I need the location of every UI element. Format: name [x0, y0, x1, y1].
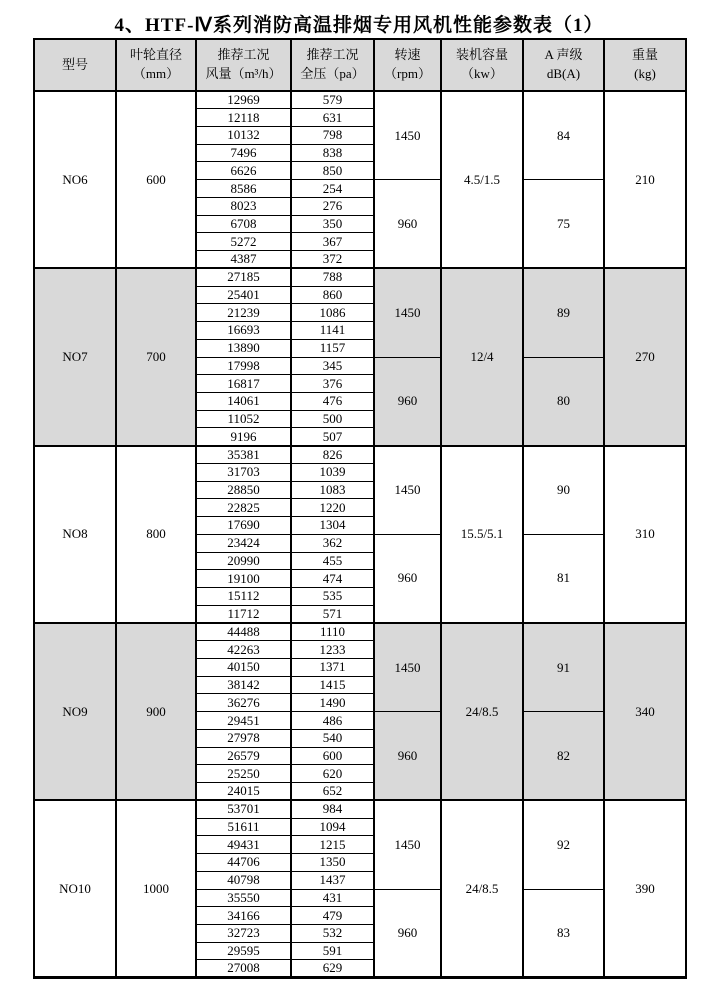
table-row: [34, 446, 686, 464]
speed-cell: 1450: [374, 623, 441, 712]
header-capacity: 装机容量 （kw）: [441, 39, 523, 91]
speed-cell: 960: [374, 357, 441, 446]
diameter-cell: 700: [116, 268, 196, 445]
pressure-cell: 984: [291, 800, 374, 818]
flow-cell: 32723: [196, 925, 291, 943]
flow-cell: 42263: [196, 641, 291, 659]
table-row: [34, 800, 686, 818]
model-cell: NO10: [34, 800, 116, 978]
fan-performance-table: [33, 38, 687, 979]
noise-cell: 89: [523, 268, 604, 357]
pressure-cell: 1490: [291, 694, 374, 712]
flow-cell: 38142: [196, 676, 291, 694]
pressure-cell: 254: [291, 180, 374, 198]
flow-cell: 28850: [196, 481, 291, 499]
table-row: [34, 623, 686, 641]
flow-cell: 31703: [196, 463, 291, 481]
pressure-cell: 474: [291, 570, 374, 588]
flow-cell: 6626: [196, 162, 291, 180]
pressure-cell: 1220: [291, 499, 374, 517]
pressure-cell: 798: [291, 126, 374, 144]
weight-cell: 340: [604, 623, 686, 800]
pressure-cell: 507: [291, 428, 374, 446]
model-cell: NO8: [34, 446, 116, 623]
pressure-cell: 486: [291, 712, 374, 730]
flow-cell: 4387: [196, 251, 291, 269]
pressure-cell: 1141: [291, 322, 374, 340]
flow-cell: 21239: [196, 304, 291, 322]
flow-cell: 16817: [196, 375, 291, 393]
pressure-cell: 1094: [291, 818, 374, 836]
speed-cell: 960: [374, 712, 441, 801]
noise-cell: 91: [523, 623, 604, 712]
pressure-cell: 1437: [291, 871, 374, 889]
pressure-cell: 455: [291, 552, 374, 570]
diameter-cell: 600: [116, 91, 196, 268]
pressure-cell: 826: [291, 446, 374, 464]
flow-cell: 20990: [196, 552, 291, 570]
pressure-cell: 479: [291, 907, 374, 925]
weight-cell: 390: [604, 800, 686, 978]
flow-cell: 40798: [196, 871, 291, 889]
weight-cell: 310: [604, 446, 686, 623]
flow-cell: 26579: [196, 747, 291, 765]
capacity-cell: 4.5/1.5: [441, 91, 523, 268]
flow-cell: 12118: [196, 109, 291, 127]
pressure-cell: 600: [291, 747, 374, 765]
pressure-cell: 372: [291, 251, 374, 269]
header-flow: 推荐工况 风量（m³/h）: [196, 39, 291, 91]
capacity-cell: 12/4: [441, 268, 523, 445]
diameter-cell: 800: [116, 446, 196, 623]
pressure-cell: 350: [291, 215, 374, 233]
flow-cell: 19100: [196, 570, 291, 588]
speed-cell: 1450: [374, 446, 441, 535]
pressure-cell: 1157: [291, 339, 374, 357]
noise-cell: 81: [523, 534, 604, 623]
flow-cell: 51611: [196, 818, 291, 836]
pressure-cell: 1415: [291, 676, 374, 694]
pressure-cell: 1371: [291, 659, 374, 677]
header-model: 型号: [34, 39, 116, 91]
weight-cell: 210: [604, 91, 686, 268]
speed-cell: 960: [374, 889, 441, 978]
capacity-cell: 24/8.5: [441, 623, 523, 800]
model-cell: NO9: [34, 623, 116, 800]
pressure-cell: 345: [291, 357, 374, 375]
flow-cell: 24015: [196, 783, 291, 801]
flow-cell: 11052: [196, 410, 291, 428]
pressure-cell: 1215: [291, 836, 374, 854]
flow-cell: 11712: [196, 605, 291, 623]
speed-cell: 1450: [374, 800, 441, 889]
flow-cell: 9196: [196, 428, 291, 446]
pressure-cell: 629: [291, 960, 374, 978]
pressure-cell: 362: [291, 534, 374, 552]
noise-cell: 84: [523, 91, 604, 180]
pressure-cell: 571: [291, 605, 374, 623]
flow-cell: 8023: [196, 197, 291, 215]
flow-cell: 29451: [196, 712, 291, 730]
pressure-cell: 376: [291, 375, 374, 393]
pressure-cell: 540: [291, 729, 374, 747]
noise-cell: 82: [523, 712, 604, 801]
flow-cell: 44706: [196, 854, 291, 872]
flow-cell: 34166: [196, 907, 291, 925]
flow-cell: 7496: [196, 144, 291, 162]
pressure-cell: 591: [291, 942, 374, 960]
flow-cell: 27978: [196, 729, 291, 747]
table-row: [34, 91, 686, 109]
flow-cell: 22825: [196, 499, 291, 517]
noise-cell: 90: [523, 446, 604, 535]
flow-cell: 8586: [196, 180, 291, 198]
pressure-cell: 579: [291, 91, 374, 109]
flow-cell: 27185: [196, 268, 291, 286]
table-header: [34, 39, 686, 91]
flow-cell: 16693: [196, 322, 291, 340]
speed-cell: 960: [374, 534, 441, 623]
pressure-cell: 500: [291, 410, 374, 428]
flow-cell: 49431: [196, 836, 291, 854]
noise-cell: 80: [523, 357, 604, 446]
flow-cell: 15112: [196, 588, 291, 606]
flow-cell: 12969: [196, 91, 291, 109]
flow-cell: 35381: [196, 446, 291, 464]
header-noise: A 声级 dB(A): [523, 39, 604, 91]
speed-cell: 1450: [374, 91, 441, 180]
flow-cell: 5272: [196, 233, 291, 251]
table-row: [34, 268, 686, 286]
pressure-cell: 838: [291, 144, 374, 162]
model-cell: NO6: [34, 91, 116, 268]
diameter-cell: 900: [116, 623, 196, 800]
flow-cell: 17998: [196, 357, 291, 375]
pressure-cell: 652: [291, 783, 374, 801]
flow-cell: 27008: [196, 960, 291, 978]
pressure-cell: 1039: [291, 463, 374, 481]
flow-cell: 23424: [196, 534, 291, 552]
pressure-cell: 276: [291, 197, 374, 215]
pressure-cell: 620: [291, 765, 374, 783]
pressure-cell: 535: [291, 588, 374, 606]
pressure-cell: 1110: [291, 623, 374, 641]
flow-cell: 25250: [196, 765, 291, 783]
flow-cell: 40150: [196, 659, 291, 677]
flow-cell: 35550: [196, 889, 291, 907]
pressure-cell: 788: [291, 268, 374, 286]
header-pressure: 推荐工况 全压（pa）: [291, 39, 374, 91]
model-cell: NO7: [34, 268, 116, 445]
flow-cell: 10132: [196, 126, 291, 144]
flow-cell: 53701: [196, 800, 291, 818]
pressure-cell: 1304: [291, 517, 374, 535]
capacity-cell: 15.5/5.1: [441, 446, 523, 623]
weight-cell: 270: [604, 268, 686, 445]
pressure-cell: 1083: [291, 481, 374, 499]
speed-cell: 1450: [374, 268, 441, 357]
pressure-cell: 1233: [291, 641, 374, 659]
pressure-cell: 1350: [291, 854, 374, 872]
flow-cell: 25401: [196, 286, 291, 304]
header-diameter: 叶轮直径 （mm）: [116, 39, 196, 91]
flow-cell: 29595: [196, 942, 291, 960]
pressure-cell: 532: [291, 925, 374, 943]
diameter-cell: 1000: [116, 800, 196, 978]
pressure-cell: 367: [291, 233, 374, 251]
capacity-cell: 24/8.5: [441, 800, 523, 978]
pressure-cell: 860: [291, 286, 374, 304]
header-row: [34, 39, 686, 91]
pressure-cell: 476: [291, 392, 374, 410]
noise-cell: 92: [523, 800, 604, 889]
speed-cell: 960: [374, 180, 441, 269]
header-weight: 重量 (kg): [604, 39, 686, 91]
noise-cell: 75: [523, 180, 604, 269]
header-speed: 转速 （rpm）: [374, 39, 441, 91]
pressure-cell: 850: [291, 162, 374, 180]
flow-cell: 13890: [196, 339, 291, 357]
pressure-cell: 431: [291, 889, 374, 907]
table-body: [34, 91, 686, 978]
flow-cell: 6708: [196, 215, 291, 233]
flow-cell: 36276: [196, 694, 291, 712]
flow-cell: 17690: [196, 517, 291, 535]
noise-cell: 83: [523, 889, 604, 978]
pressure-cell: 1086: [291, 304, 374, 322]
page-title: 4、HTF-Ⅳ系列消防高温排烟专用风机性能参数表（1）: [114, 15, 604, 36]
flow-cell: 14061: [196, 392, 291, 410]
pressure-cell: 631: [291, 109, 374, 127]
flow-cell: 44488: [196, 623, 291, 641]
